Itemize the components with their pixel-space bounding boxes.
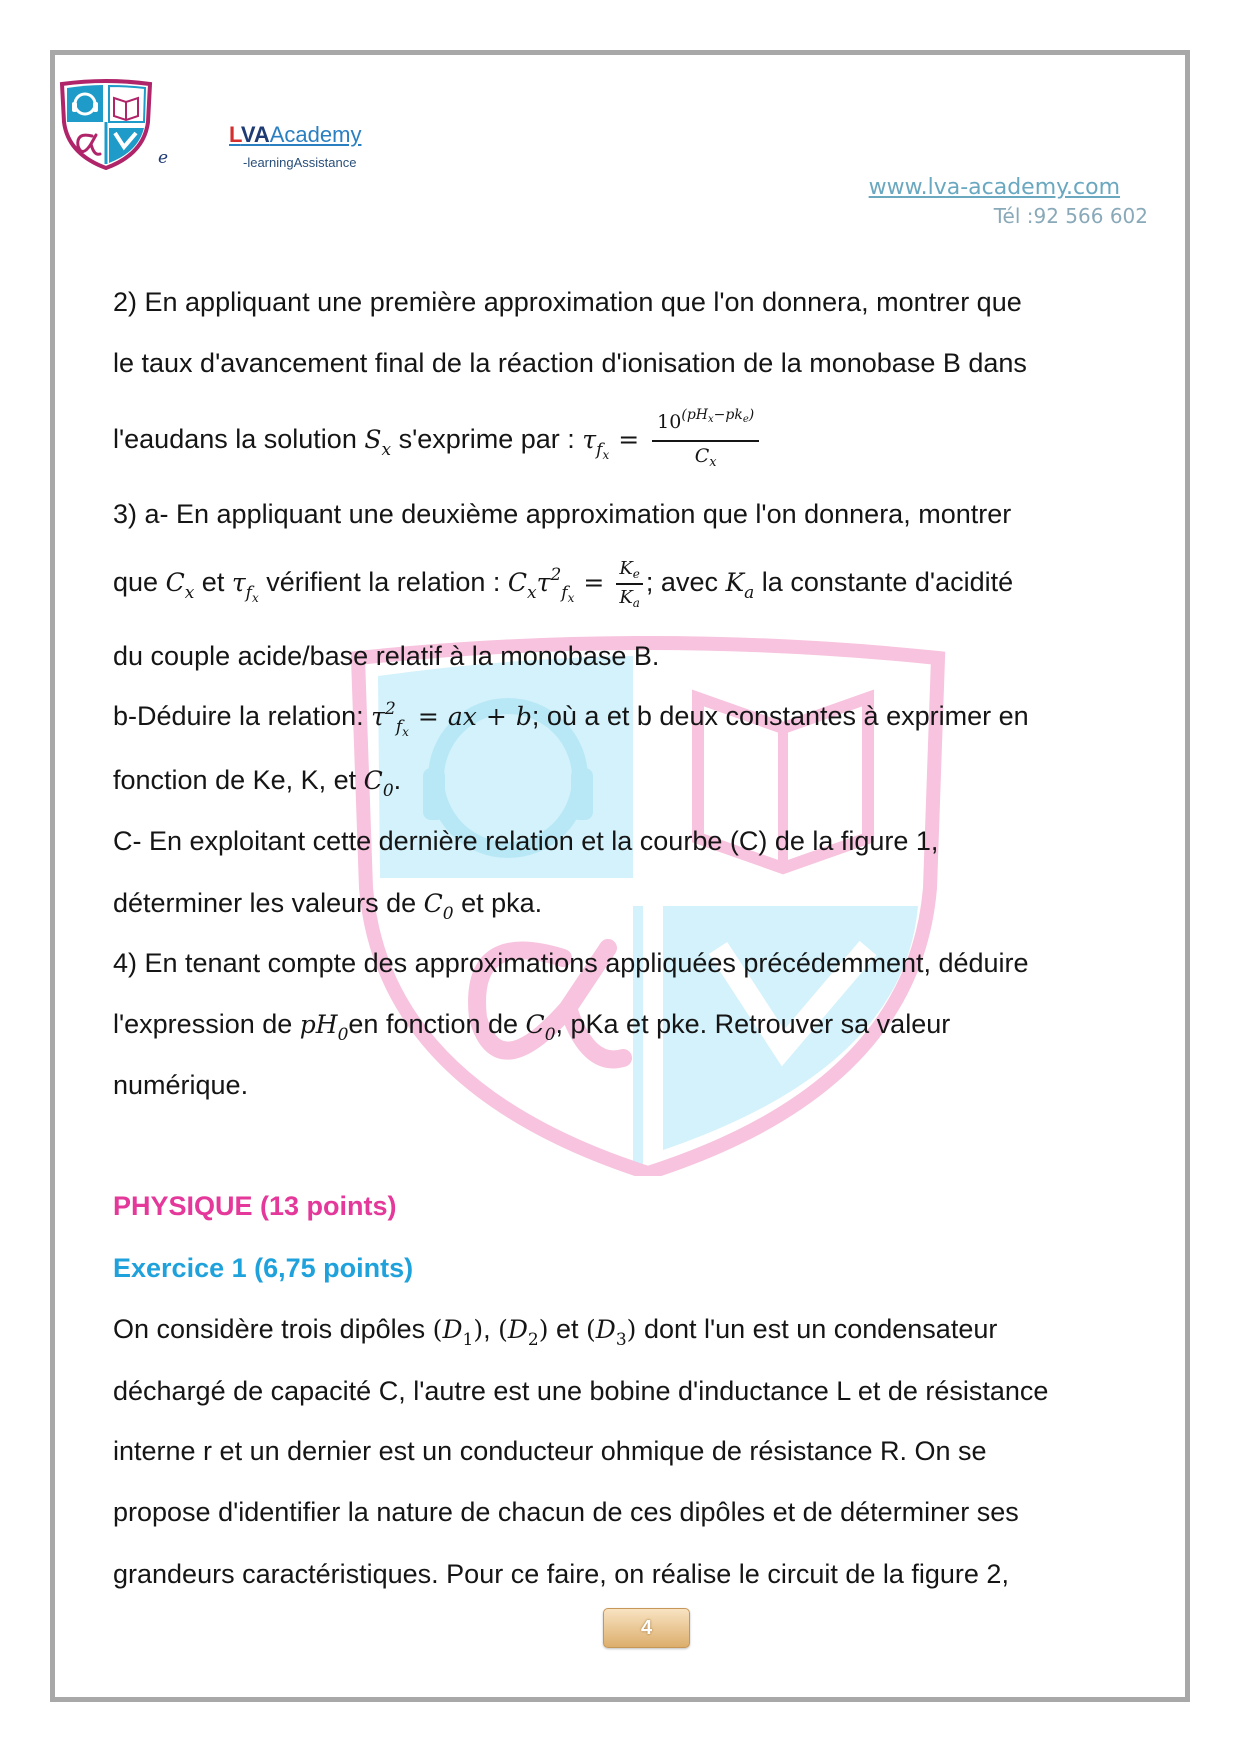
math-equals: = [583, 568, 605, 597]
math-c-0 [423, 889, 454, 924]
fraction-numerator [616, 558, 643, 585]
brand-prefix: L [229, 122, 241, 147]
q2-line-2: le taux d'avancement final de la réaction d'ionisation de la monobase B dans [113, 348, 1027, 378]
rel-tau: τ [536, 568, 551, 597]
shield-logo-icon [58, 78, 154, 170]
math-subsub: x [602, 448, 610, 462]
math-subsub: x [402, 725, 409, 739]
math-base: C [363, 766, 383, 795]
math-k-a [725, 568, 755, 603]
q3a-line-1: 3) a- En appliquant une deuxième approximation que l'on donnera, montrer [113, 499, 1012, 529]
den-sub: a [632, 595, 640, 610]
q3b-text: . [393, 765, 402, 795]
brand-tagline: -learningAssistance [243, 155, 357, 170]
math-base: D [442, 1315, 463, 1344]
math-equals: = [618, 425, 640, 454]
math-base: τ [582, 425, 597, 454]
brand-name [229, 121, 361, 149]
math-subscript [246, 583, 259, 603]
math-sub: f [245, 583, 252, 603]
q3a-text: que [113, 567, 166, 597]
math-base: τ [371, 702, 385, 731]
rel-c: C [507, 568, 528, 597]
math-subscript: x [381, 440, 392, 460]
q3c-line-2 [113, 883, 542, 923]
math-fraction [652, 407, 759, 471]
paren-open: ( [498, 1315, 508, 1344]
phone-number: Tél :92 566 602 [993, 204, 1148, 228]
num-sub: e [632, 566, 640, 581]
rel-tau-sup: 2 [550, 565, 562, 585]
q4-text: l'expression de [113, 1009, 300, 1039]
exp-sub: e [742, 414, 749, 426]
math-d3 [586, 1315, 637, 1350]
q3b-line-1 [113, 696, 1029, 739]
math-subscript: x [184, 583, 195, 603]
page-number: 4 [603, 1608, 690, 1648]
math-subscript: a [744, 583, 755, 603]
exercise-line-1 [113, 1309, 997, 1349]
math-sub: f [596, 440, 603, 460]
den-base: K [619, 586, 633, 608]
q3c-line-1: C- En exploitant cette dernière relation et la courbe (C) de la figure 1, [113, 826, 939, 856]
brand-suffix: Academy [269, 122, 362, 147]
q3a-text: ; avec [645, 567, 726, 597]
math-subscript: 1 [462, 1330, 474, 1350]
math-base: pH [299, 1010, 338, 1039]
exercise-line-4: propose d'identifier la nature de chacun de ces dipôles et de déterminer ses [113, 1497, 1019, 1527]
math-subscript: 0 [544, 1025, 556, 1045]
exp-open: (pH [681, 407, 708, 424]
q4-line-3: numérique. [113, 1070, 249, 1100]
math-d2 [498, 1315, 549, 1350]
exp-mid: −pk [713, 407, 743, 424]
exercise-text: On considère trois dipôles [113, 1314, 433, 1344]
q3c-text: déterminer les valeurs de [113, 888, 424, 918]
q3a-line-2 [113, 557, 1014, 610]
math-sub: f [561, 583, 568, 603]
academy-logo [58, 78, 154, 170]
den-sub: x [709, 455, 717, 471]
math-c-x [165, 568, 195, 603]
math-plus: + [485, 702, 507, 731]
exp-close: ) [748, 407, 755, 424]
q3a-text: la constante d'acidité [754, 567, 1014, 597]
math-subscript: 2 [527, 1330, 539, 1350]
math-c-0 [363, 766, 394, 801]
math-d1 [432, 1315, 484, 1350]
math-base: C [423, 889, 443, 918]
q4-text: en fonction de [348, 1009, 526, 1039]
exercise-line-2: déchargé de capacité C, l'autre est une bobine d'inductance L et de résistance [113, 1376, 1049, 1406]
num-base: K [619, 557, 633, 579]
exercise-line-5: grandeurs caractéristiques. Pour ce faire, on réalise le circuit de la figure 2, [113, 1559, 1009, 1589]
math-sub: f [395, 717, 403, 737]
brand-prefix-va: VA [240, 122, 270, 147]
math-fraction-ke-ka [616, 558, 643, 610]
math-subscript [396, 717, 409, 737]
math-superscript: 2 [384, 699, 396, 719]
math-subscript [596, 440, 609, 460]
math-equals: = [417, 702, 439, 731]
math-s-x [364, 425, 392, 460]
math-base: D [595, 1315, 616, 1344]
math-tau-fx [231, 568, 259, 605]
q3a-text: vérifient la relation : [258, 567, 508, 597]
math-subscript: 3 [615, 1330, 627, 1350]
q3c-text: et pka. [453, 888, 543, 918]
num-exponent [681, 407, 755, 426]
math-relation [507, 565, 575, 605]
paren-close: ) [538, 1315, 549, 1344]
fraction-denominator [616, 585, 643, 610]
math-base: K [725, 568, 745, 597]
section-title: PHYSIQUE (13 points) [113, 1191, 397, 1221]
website-link[interactable]: www.lva-academy.com [868, 175, 1120, 200]
den-base: C [694, 445, 710, 468]
rel-tau-sub [561, 583, 574, 603]
q3b-text: b-Déduire la relation: [113, 701, 372, 731]
math-b: b [515, 702, 532, 731]
q2-text: l'eaudans la solution [113, 424, 365, 454]
q3a-text: et [194, 567, 232, 597]
math-ph-0 [299, 1010, 349, 1045]
math-subsub: x [251, 591, 259, 605]
math-subscript: 0 [337, 1025, 349, 1045]
math-base: S [364, 425, 382, 454]
logo-letter: e [158, 148, 169, 168]
paren-close: ) [626, 1315, 637, 1344]
math-base: C [525, 1010, 545, 1039]
q2-line-3 [113, 407, 763, 471]
q3b-text: ; où a et b deux constantes à exprimer en [531, 701, 1029, 731]
fraction-numerator [652, 407, 759, 442]
math-tau-fx [582, 425, 610, 462]
paren-close: ) [473, 1315, 484, 1344]
q3a-line-3: du couple acide/base relatif à la monobase B. [113, 641, 660, 671]
q2-line-1: 2) En appliquant une première approximation que l'on donnera, montrer que [113, 287, 1022, 317]
rel-c-sub: x [527, 583, 537, 603]
q4-text: , pKa et pke. Retrouver sa valeur [555, 1009, 951, 1039]
math-base: D [507, 1315, 528, 1344]
q3b-line-2 [113, 760, 401, 800]
math-base: C [165, 568, 185, 597]
exercise-title: Exercice 1 (6,75 points) [113, 1253, 414, 1283]
exercise-text: , [483, 1314, 499, 1344]
math-subsub: x [567, 591, 575, 605]
q2-text: s'exprime par : [391, 424, 583, 454]
paren-open: ( [586, 1315, 596, 1344]
q4-line-2 [113, 1004, 950, 1044]
num-base: 10 [657, 411, 682, 434]
q4-line-1: 4) En tenant compte des approximations appliquées précédemment, déduire [113, 948, 1029, 978]
paren-open: ( [432, 1315, 443, 1344]
q3b-text: fonction de Ke, K, et [113, 765, 364, 795]
math-c-0 [525, 1010, 556, 1045]
math-subscript: 0 [382, 781, 394, 801]
math-ax: ax [447, 702, 477, 731]
fraction-denominator [690, 442, 722, 471]
exercise-line-3: interne r et un dernier est un conducteur ohmique de résistance R. On se [113, 1436, 987, 1466]
exercise-text: dont l'un est un condensateur [636, 1314, 998, 1344]
math-subscript: 0 [442, 904, 454, 924]
math-base: τ [231, 568, 246, 597]
exercise-text: et [548, 1314, 587, 1344]
math-tau-squared [371, 699, 409, 739]
exp-sub: x [708, 414, 714, 426]
